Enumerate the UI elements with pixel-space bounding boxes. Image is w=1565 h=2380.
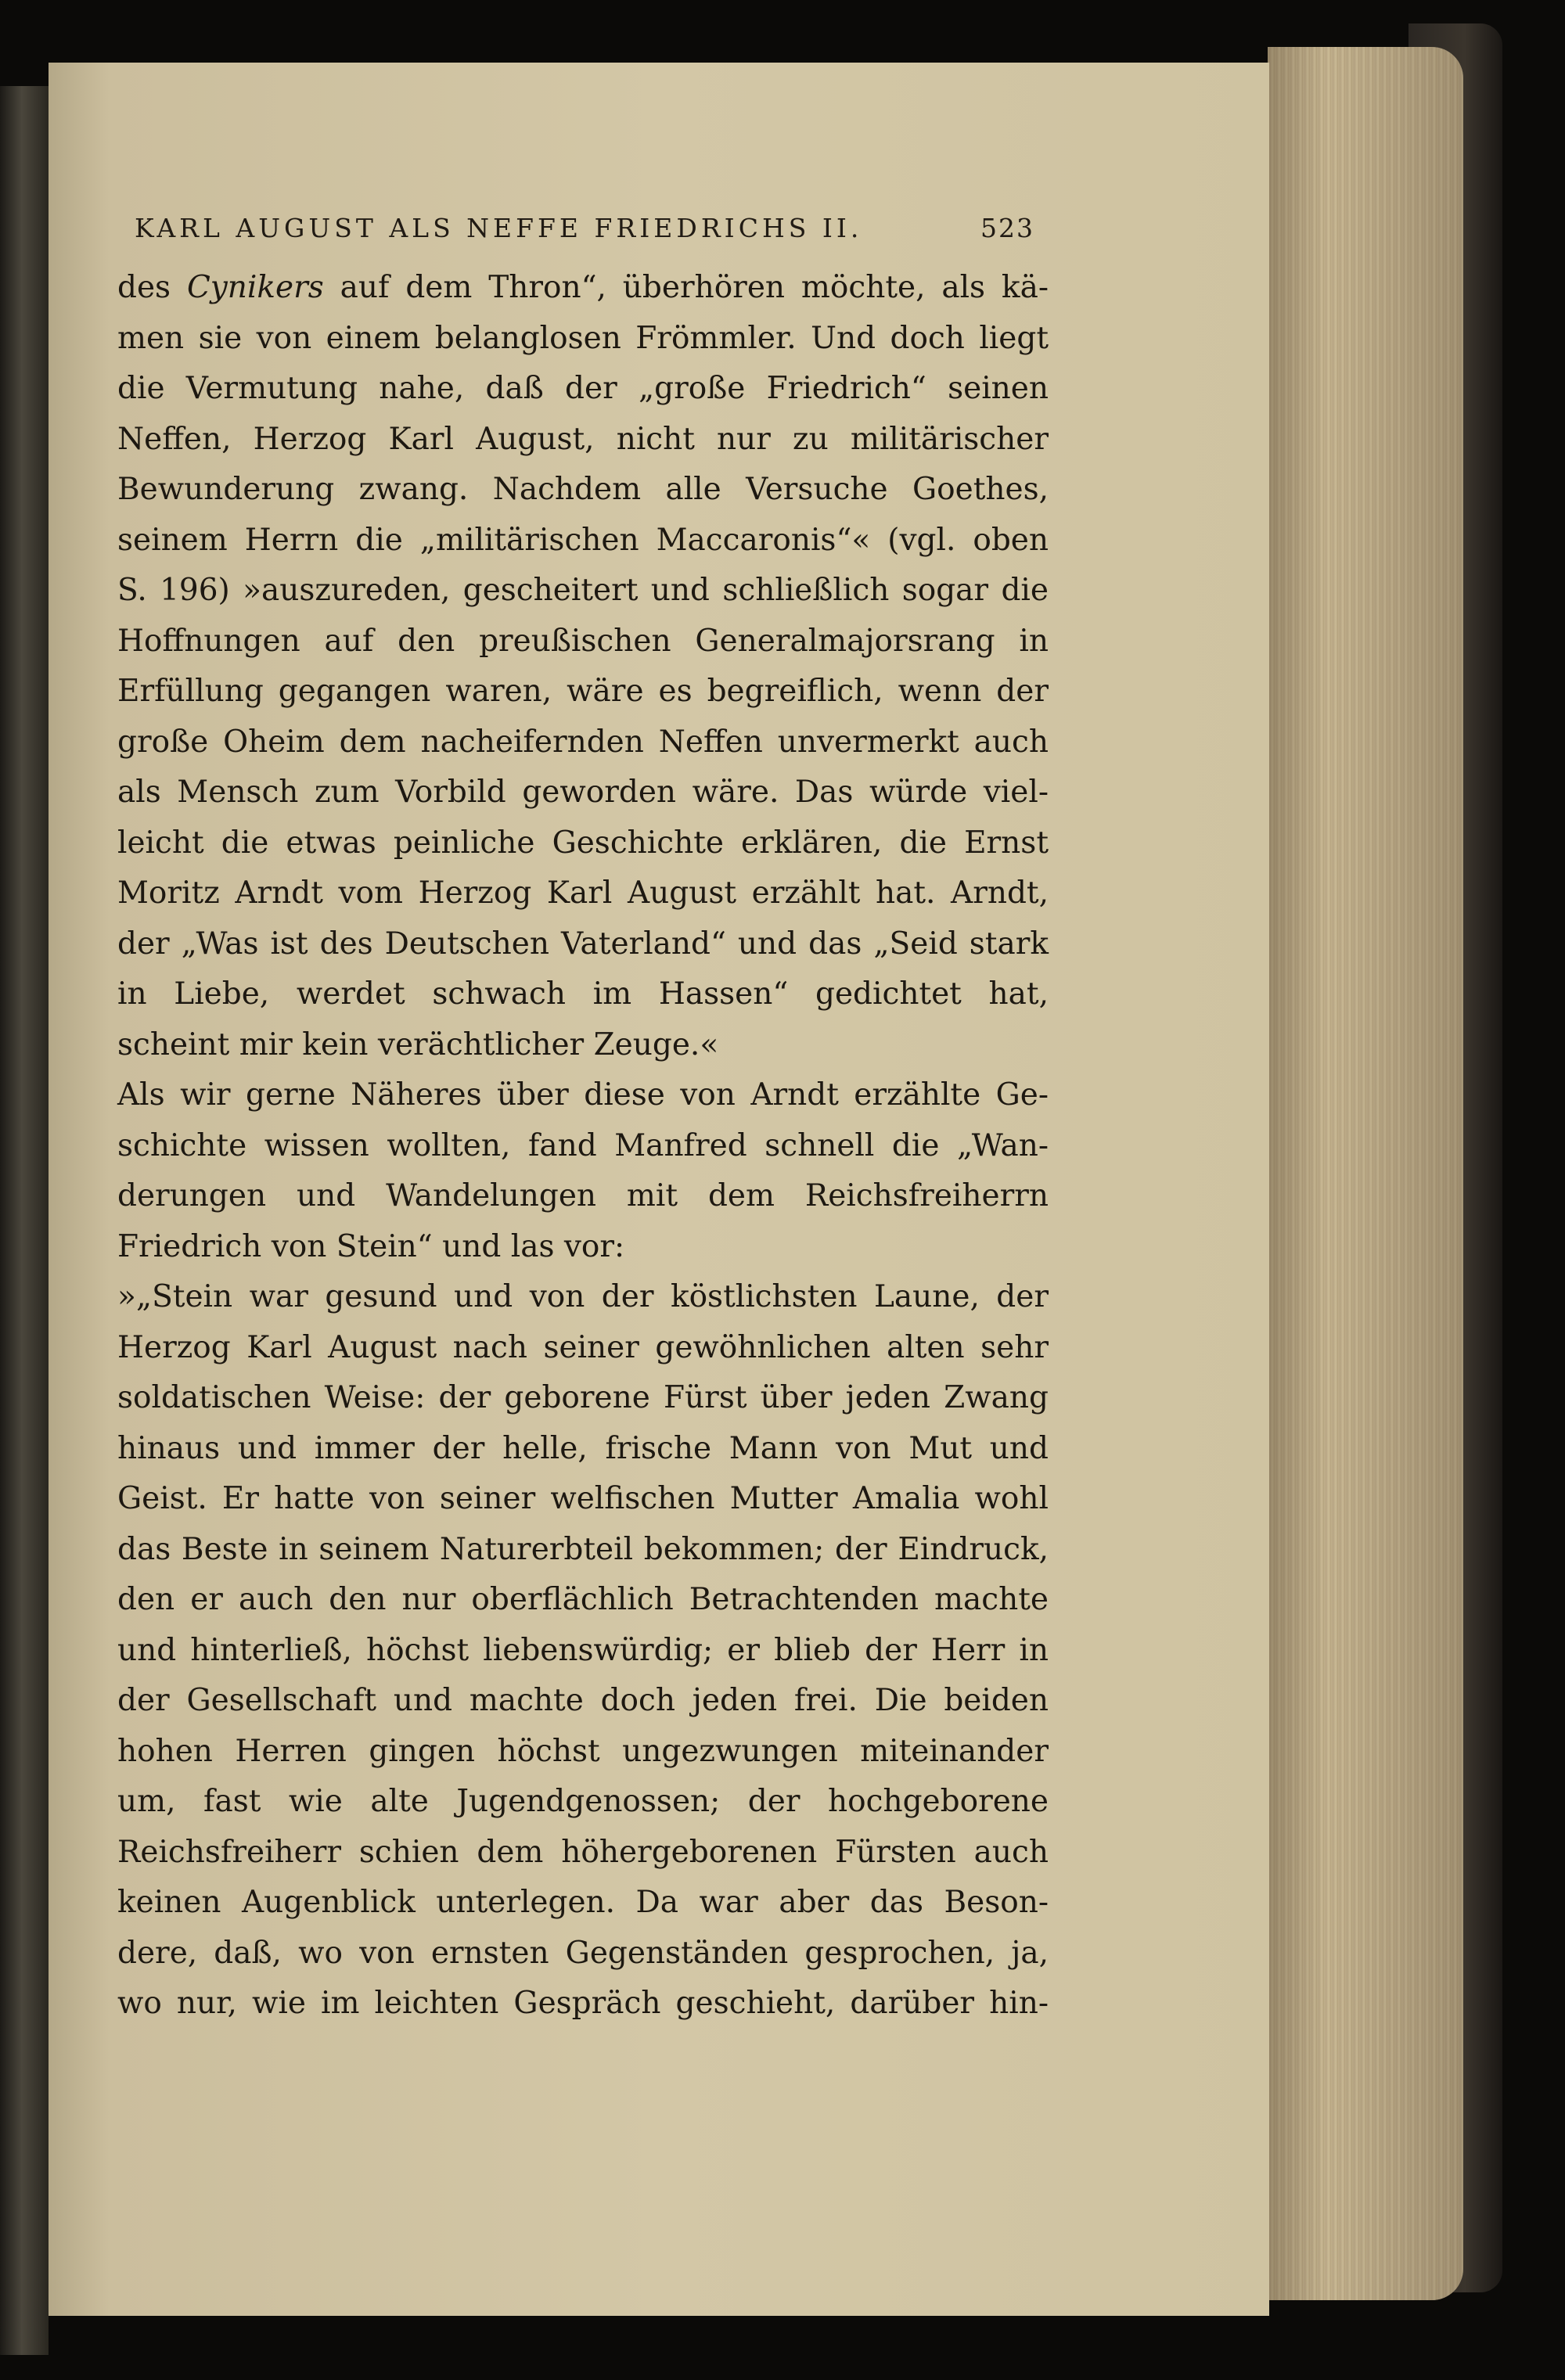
text-line: Herzog Karl August nach seiner gewöhnlichen alten sehr — [117, 1329, 1049, 1365]
text-line: dere, daß, wo von ernsten Gegenständen gesprochen, ja, — [117, 1935, 1049, 1971]
text-line: Friedrich von Stein“ und las vor: — [117, 1228, 625, 1264]
text-line: derungen und Wandelungen mit dem Reichsfreiherrn — [117, 1178, 1049, 1213]
text-line: hinaus und immer der helle, frische Mann von Mut und — [117, 1430, 1049, 1466]
text-line: in Liebe, werdet schwach im Hassen“ gedichtet hat, — [117, 976, 1049, 1012]
facing-page-edge — [0, 86, 49, 2355]
text-line: die Vermutung nahe, daß der „große Friedrich“ seinen — [117, 371, 1049, 406]
text-line: Erfüllung gegangen waren, wäre es begreiflich, wenn der — [117, 674, 1049, 709]
text-line: Moritz Arndt vom Herzog Karl August erzählt hat. Arndt, — [117, 875, 1049, 911]
running-title: KARL AUGUST ALS NEFFE FRIEDRICHS II. — [135, 213, 863, 243]
text-segment: auf dem Thron“, überhören möchte, als kä- — [323, 270, 1049, 305]
page-number: 523 — [980, 213, 1034, 243]
italic-word: Cynikers — [186, 270, 324, 305]
text-segment: des — [117, 270, 187, 305]
text-line: Als wir gerne Näheres über diese von Arndt erzählte Ge- — [117, 1077, 1049, 1113]
running-header — [135, 213, 1034, 257]
body-text — [117, 263, 1049, 2029]
text-line: als Mensch zum Vorbild geworden wäre. Das würde viel- — [117, 775, 1049, 810]
text-line: schichte wissen wollten, fand Manfred schnell die „Wan- — [117, 1127, 1049, 1163]
text-line: Reichsfreiherr schien dem höhergeborenen Fürsten auch — [117, 1834, 1049, 1870]
text-line: Neffen, Herzog Karl August, nicht nur zu militärischer — [117, 421, 1049, 457]
text-line: um, fast wie alte Jugendgenossen; der hochgeborene — [117, 1784, 1049, 1819]
text-line: Hoffnungen auf den preußischen Generalmajorsrang in — [117, 623, 1049, 659]
text-line: »„Stein war gesund und von der köstlichsten Laune, der — [117, 1279, 1049, 1314]
text-line: men sie von einem belanglosen Frömmler. Und doch liegt — [117, 320, 1049, 356]
text-line: der „Was ist des Deutschen Vaterland“ und das „Seid stark — [117, 926, 1049, 962]
text-line: den er auch den nur oberflächlich Betrachtenden machte — [117, 1582, 1049, 1617]
text-line — [117, 263, 1049, 314]
text-line: soldatischen Weise: der geborene Fürst über jeden Zwang — [117, 1380, 1049, 1415]
text-line: das Beste in seinem Naturerbteil bekommen; der Eindruck, — [117, 1531, 1049, 1567]
text-line: hohen Herren gingen höchst ungezwungen miteinander — [117, 1733, 1049, 1769]
text-line: seinem Herrn die „militärischen Maccaronis“« (vgl. oben — [117, 522, 1049, 558]
text-line: keinen Augenblick unterlegen. Da war aber das Beson- — [117, 1885, 1049, 1920]
text-line: scheint mir kein verächtlicher Zeuge.« — [117, 1026, 719, 1062]
text-line: Bewunderung zwang. Nachdem alle Versuche Goethes, — [117, 472, 1049, 507]
text-line: große Oheim dem nacheifernden Neffen unvermerkt auch — [117, 724, 1049, 760]
text-line: leicht die etwas peinliche Geschichte erklären, die Ernst — [117, 825, 1049, 861]
text-line: Geist. Er hatte von seiner welfischen Mutter Amalia wohl — [117, 1481, 1049, 1516]
page-block-shading — [1268, 47, 1463, 2300]
text-line: der Gesellschaft und machte doch jeden frei. Die beiden — [117, 1683, 1049, 1718]
text-line: S. 196) »auszureden, gescheitert und schließlich sogar die — [117, 573, 1049, 608]
text-line: wo nur, wie im leichten Gespräch geschieht, darüber hin- — [117, 1986, 1049, 2021]
text-line: und hinterließ, höchst liebenswürdig; er blieb der Herr in — [117, 1632, 1049, 1668]
